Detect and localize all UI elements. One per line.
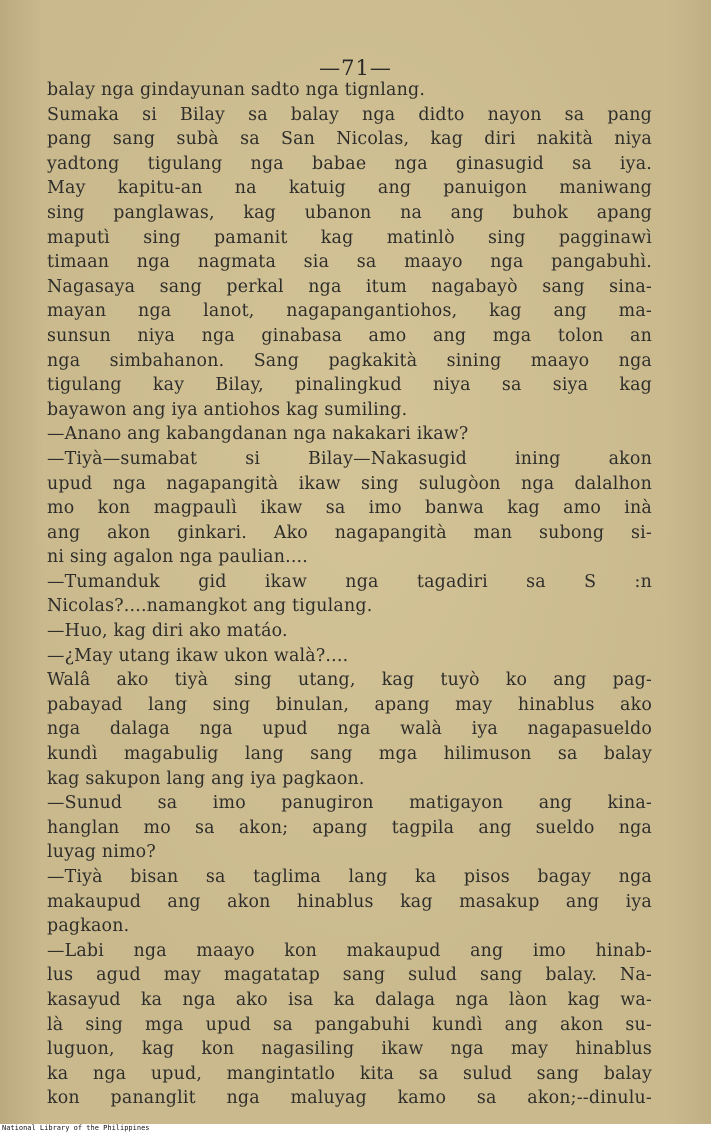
text-line: Nicolas?....namangkot ang tigulang. (47, 596, 373, 617)
text-line: là sing mga upud sa pangabuhi kundì ang akon su- (47, 1014, 652, 1035)
text-line: luyag nimo? (47, 842, 156, 863)
text-line: nga dalaga nga upud nga walà iya nagapasueldo (47, 719, 652, 740)
text-line: ka nga upud, mangintatlo kita sa sulud sang balay (47, 1063, 652, 1084)
text-line: —Anano ang kabangdanan nga nakakari ikaw? (47, 424, 469, 445)
text-line: pabayad lang sing binulan, apang may hinablus ako (47, 694, 652, 715)
text-line: —Tiyà—sumabat si Bilay—Nakasugid ining akon (47, 448, 652, 469)
text-line: upud nga nagapangità ikaw sing sulugòon nga dalalhon (47, 473, 652, 494)
text-line: —Huo, kag diri ako matáo. (47, 621, 288, 642)
page-number: —71— (319, 56, 392, 80)
text-line: —¿May utang ikaw ukon walà?.... (47, 645, 349, 666)
text-line: —Tiyà bisan sa taglima lang ka pisos bagay nga (47, 867, 652, 887)
text-line: May kapitu-an na katuig ang panuigon maniwang (47, 178, 652, 199)
text-line: —Tumanduk gid ikaw nga tagadiri sa S :n (47, 571, 652, 592)
text-line: hanglan mo sa akon; apang tagpila ang sueldo nga (47, 817, 652, 838)
text-line: kundì magabulig lang sang mga hilimuson sa balay (47, 744, 652, 765)
text-line: pagkaon. (47, 916, 130, 937)
text-line: kasayud ka nga ako isa ka dalaga nga làon kag wa- (47, 989, 652, 1010)
text-line: Sumaka si Bilay sa balay nga didto nayon sa pang (47, 104, 652, 125)
text-line: Walâ ako tiyà sing utang, kag tuyò ko ang pag- (47, 670, 652, 691)
text-line: lus agud may magatatap sang sulud sang balay. Na- (47, 965, 652, 986)
text-line: maputì sing pamanit kag matinlò sing pagginawì (47, 227, 652, 248)
text-line: nga simbahanon. Sang pagkakità sining maayo nga (47, 350, 652, 371)
text-line: pang sang subà sa San Nicolas, kag diri nakità niya (47, 129, 652, 150)
text-line: mayan nga lanot, nagapangantiohos, kag ang ma- (47, 301, 652, 322)
text-line: kag sakupon lang ang iya pagkaon. (47, 768, 365, 789)
text-line: —Labi nga maayo kon makaupud ang imo hinab- (47, 940, 652, 961)
text-line: ang akon ginkari. Ako nagapangità man subong si- (47, 522, 652, 543)
text-line: Nagasaya sang perkal nga itum nagabayò sang sina- (47, 276, 652, 297)
text-line: —Sunud sa imo panugiron matigayon ang kina- (47, 793, 652, 814)
text-line: bayawon ang iya antiohos kag sumiling. (47, 399, 408, 420)
page-text-body (47, 78, 652, 1111)
library-footer: National Library of the Philippines (2, 1124, 150, 1132)
text-line: makaupud ang akon hinablus kag masakup ang iya (47, 891, 652, 912)
text-line: mo kon magpaulì ikaw sa imo banwa kag amo inà (47, 498, 652, 519)
text-line: ni sing agalon nga paulian.... (47, 547, 309, 568)
text-line: sunsun niya nga ginabasa amo ang mga tolon an (47, 325, 652, 346)
text-line: timaan nga nagmata sia sa maayo nga pangabuhì. (47, 252, 652, 273)
text-line: balay nga gindayunan sadto nga tignlang. (47, 80, 426, 100)
text-line: kon pananglit nga maluyag kamo sa akon;--dinulu- (47, 1088, 652, 1109)
text-line: tigulang kay Bilay, pinalingkud niya sa siya kag (47, 375, 652, 396)
text-line: yadtong tigulang nga babae nga ginasugid sa iya. (47, 153, 652, 174)
text-line: luguon, kag kon nagasiling ikaw nga may hinablus (47, 1039, 652, 1060)
text-line: sing panglawas, kag ubanon na ang buhok apang (47, 202, 652, 223)
